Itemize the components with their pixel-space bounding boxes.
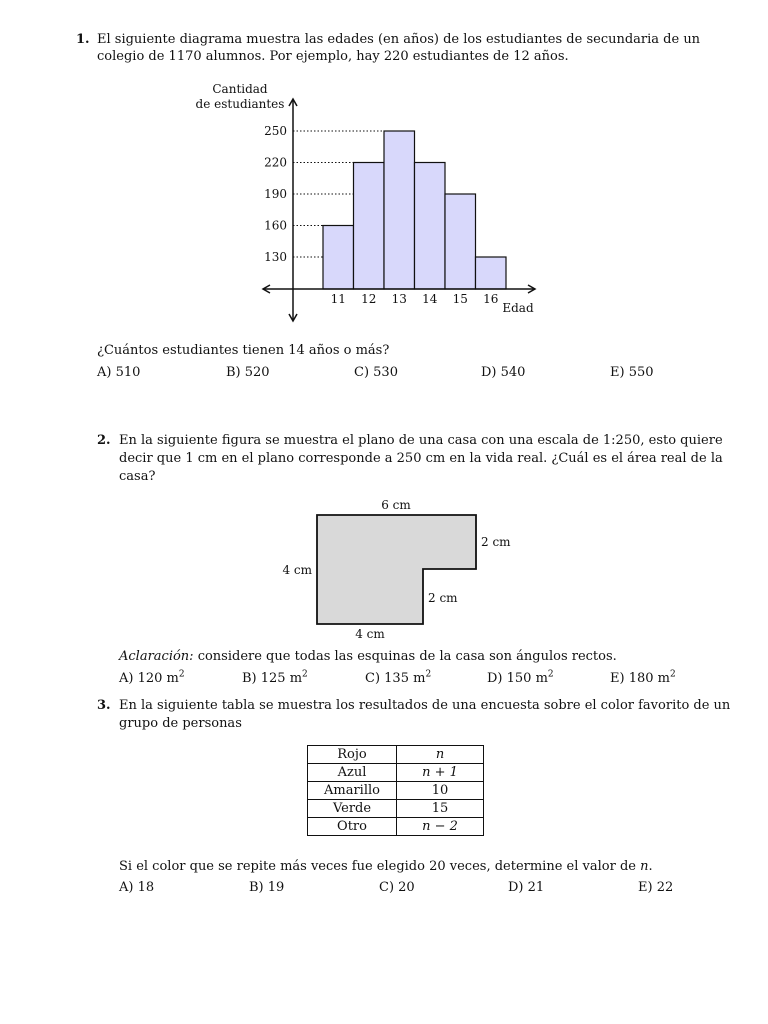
q2-option-d-exp: 2 bbox=[547, 669, 554, 680]
q3-text-line2: grupo de personas bbox=[119, 716, 242, 731]
y-axis-label-line1: Cantidad bbox=[212, 82, 268, 96]
x-tick-label: 16 bbox=[483, 292, 499, 306]
q2-option-d[interactable] bbox=[487, 670, 554, 687]
table-row bbox=[308, 782, 484, 800]
table-cell-value: n bbox=[397, 746, 484, 764]
q3-question bbox=[119, 858, 653, 875]
dim-right-inner: 2 cm bbox=[428, 591, 458, 605]
table-cell-color: Otro bbox=[308, 818, 397, 836]
q3-number: 3. bbox=[97, 698, 111, 713]
dim-top: 6 cm bbox=[381, 498, 411, 512]
q2-option-b-label: B) 125 m bbox=[242, 671, 303, 686]
q2-option-b[interactable] bbox=[242, 670, 308, 687]
q3-option-a[interactable]: A) 18 bbox=[119, 880, 155, 895]
table-cell-value: 15 bbox=[397, 800, 484, 818]
q2-option-e[interactable] bbox=[610, 670, 676, 687]
q1-option-d[interactable]: D) 540 bbox=[481, 365, 526, 380]
q2-option-c-label: C) 135 m bbox=[365, 671, 426, 686]
q3-text-line1: En la siguiente tabla se muestra los resultados de una encuesta sobre el color favorito de un bbox=[119, 698, 731, 713]
dim-left: 4 cm bbox=[282, 563, 312, 577]
y-tick-labels bbox=[264, 124, 287, 264]
q2-option-a-exp: 2 bbox=[178, 669, 185, 680]
bar-age-13 bbox=[384, 131, 415, 289]
bars bbox=[323, 131, 506, 289]
q2-option-b-exp: 2 bbox=[302, 669, 308, 680]
q3-question-variable: n bbox=[640, 859, 649, 874]
q2-option-c-exp: 2 bbox=[425, 669, 432, 680]
q3-question-text: Si el color que se repite más veces fue elegido 20 veces, determine el valor de bbox=[119, 859, 641, 874]
table-row bbox=[308, 746, 484, 764]
x-tick-labels bbox=[331, 292, 499, 306]
house-outline bbox=[317, 515, 476, 624]
house-floor-plan bbox=[270, 490, 530, 650]
y-tick-label: 130 bbox=[264, 250, 287, 264]
q2-text-line3: casa? bbox=[119, 469, 156, 484]
q1-question: ¿Cuántos estudiantes tienen 14 años o más? bbox=[97, 343, 390, 358]
bar-age-11 bbox=[323, 226, 354, 290]
table-cell-color: Amarillo bbox=[308, 782, 397, 800]
y-tick-label: 220 bbox=[264, 155, 287, 170]
table-cell-value: n − 2 bbox=[397, 818, 484, 836]
bar-age-14 bbox=[415, 163, 446, 290]
table-row bbox=[308, 818, 484, 836]
q1-text-line1: El siguiente diagrama muestra las edades (en años) de los estudiantes de secundaria de un bbox=[97, 32, 701, 47]
y-axis-label-line2: de estudiantes bbox=[195, 97, 285, 111]
x-tick-label: 14 bbox=[422, 292, 438, 306]
q1-option-e[interactable]: E) 550 bbox=[610, 365, 654, 380]
q1-option-b[interactable]: B) 520 bbox=[226, 365, 270, 380]
q2-number: 2. bbox=[97, 433, 111, 448]
table-cell-value: n + 1 bbox=[397, 764, 484, 782]
table-row bbox=[308, 800, 484, 818]
q3-option-e[interactable]: E) 22 bbox=[638, 880, 674, 895]
dim-bottom: 4 cm bbox=[355, 627, 385, 641]
bar-age-16 bbox=[476, 257, 507, 289]
age-histogram bbox=[190, 78, 570, 328]
x-tick-label: 11 bbox=[330, 292, 346, 306]
q1-text-line2: colegio de 1170 alumnos. Por ejemplo, hay 220 estudiantes de 12 años. bbox=[97, 49, 569, 64]
q3-option-c[interactable]: C) 20 bbox=[379, 880, 415, 895]
table-cell-color: Azul bbox=[308, 764, 397, 782]
q2-option-a[interactable] bbox=[119, 670, 185, 687]
q1-number: 1. bbox=[76, 32, 90, 47]
q2-text-line1: En la siguiente figura se muestra el plano de una casa con una escala de 1:250, esto quiere bbox=[119, 433, 723, 448]
q3-option-d[interactable]: D) 21 bbox=[508, 880, 545, 895]
q3-option-b[interactable]: B) 19 bbox=[249, 880, 285, 895]
y-tick-label: 160 bbox=[264, 218, 287, 233]
q2-note-label: Aclaración: bbox=[119, 649, 194, 664]
dim-right-top: 2 cm bbox=[481, 535, 511, 549]
q1-option-a[interactable]: A) 510 bbox=[97, 365, 141, 380]
x-axis-label: Edad bbox=[502, 301, 534, 315]
q1-option-c[interactable]: C) 530 bbox=[354, 365, 398, 380]
y-tick-label: 250 bbox=[264, 124, 287, 138]
bar-age-15 bbox=[445, 194, 476, 289]
q2-option-a-label: A) 120 m bbox=[119, 671, 179, 686]
table-cell-color: Verde bbox=[308, 800, 397, 818]
q3-question-end: . bbox=[648, 859, 653, 874]
table-row bbox=[308, 764, 484, 782]
x-tick-label: 12 bbox=[361, 292, 377, 306]
q2-option-d-label: D) 150 m bbox=[487, 671, 548, 686]
color-survey-table bbox=[307, 745, 484, 836]
q2-option-e-label: E) 180 m bbox=[610, 671, 670, 686]
q2-note-text: considere que todas las esquinas de la casa son ángulos rectos. bbox=[193, 649, 617, 664]
q2-option-c[interactable] bbox=[365, 670, 431, 687]
q2-note bbox=[119, 648, 617, 665]
bar-age-12 bbox=[354, 163, 385, 290]
q2-option-e-exp: 2 bbox=[669, 669, 676, 680]
q2-text-line2: decir que 1 cm en el plano corresponde a 250 cm en la vida real. ¿Cuál es el área real de la bbox=[119, 451, 723, 466]
y-tick-label: 190 bbox=[264, 187, 287, 201]
x-tick-label: 15 bbox=[452, 292, 468, 306]
table-cell-color: Rojo bbox=[308, 746, 397, 764]
x-tick-label: 13 bbox=[391, 292, 407, 306]
table-cell-value: 10 bbox=[397, 782, 484, 800]
